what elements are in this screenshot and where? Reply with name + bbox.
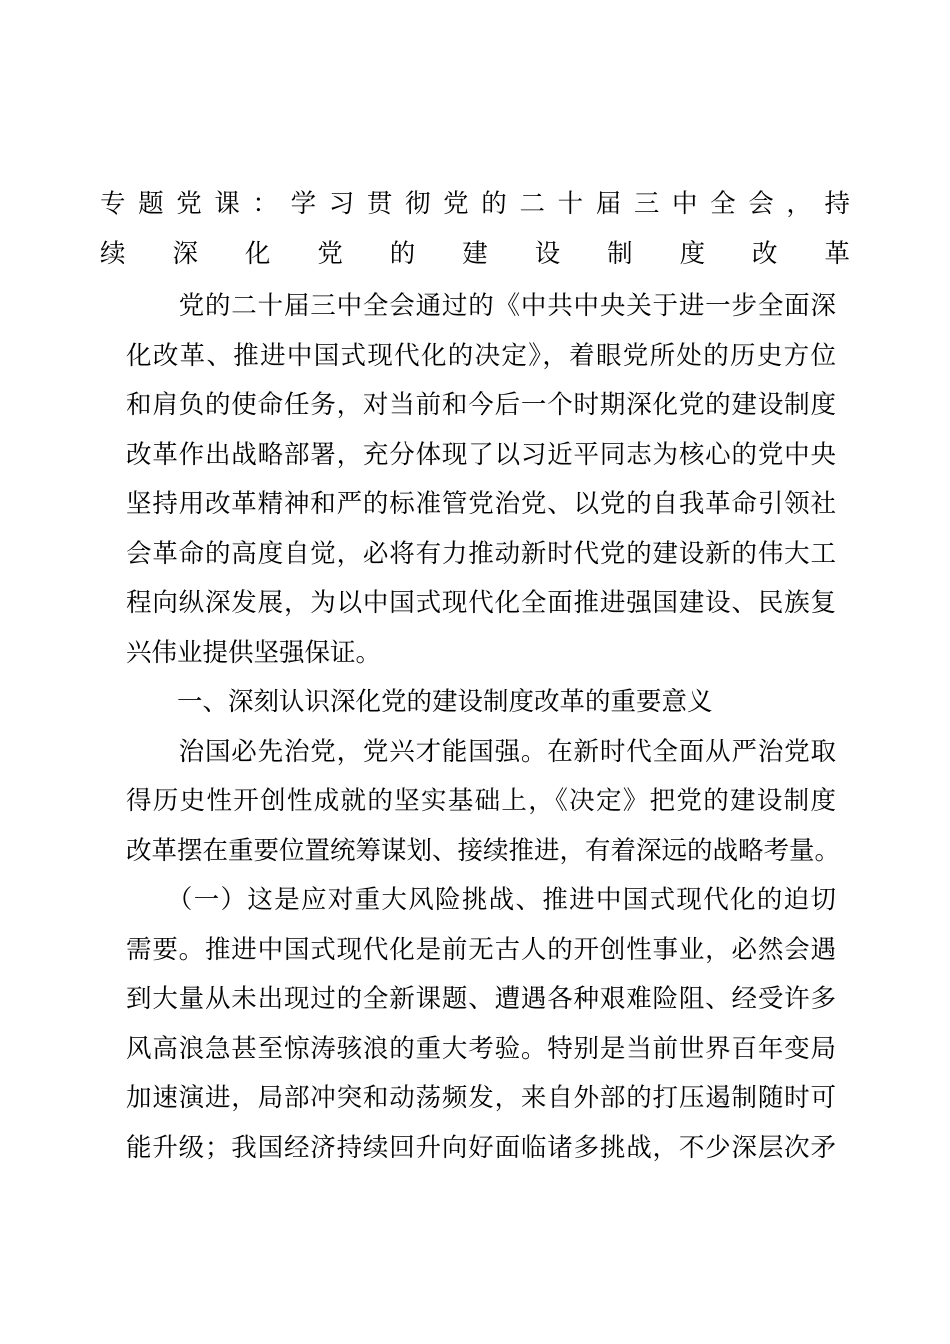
body-line: 坚持用改革精神和严的标准管党治党、以党的自我革命引领社 — [126, 489, 836, 519]
body-line: 到大量从未出现过的全新课题、遭遇各种艰难险阻、经受许多 — [126, 984, 836, 1014]
body-line: 会革命的高度自觉，必将有力推动新时代党的建设新的伟大工 — [126, 538, 836, 569]
body-line: 改革作出战略部署，充分体现了以习近平同志为核心的党中央 — [126, 439, 836, 470]
title-line-2: 续深化党的建设制度改革 — [100, 238, 850, 269]
title-line-1: 专题党课：学习贯彻党的二十届三中全会，持 — [100, 189, 850, 219]
body-line: 治国必先治党，党兴才能国强。在新时代全面从严治党取 — [126, 736, 836, 767]
body-line: 得历史性开创性成就的坚实基础上，《决定》把党的建设制度 — [126, 786, 836, 816]
body-line: 和肩负的使命任务，对当前和今后一个时期深化党的建设制度 — [126, 390, 836, 420]
body-line: 党的二十届三中全会通过的《中共中央关于进一步全面深 — [126, 291, 836, 321]
document-body — [126, 282, 841, 1173]
body-line: 风高浪急甚至惊涛骇浪的重大考验。特别是当前世界百年变局 — [126, 1033, 836, 1064]
body-line: 程向纵深发展，为以中国式现代化全面推进强国建设、民族复 — [126, 588, 836, 618]
document-title — [100, 180, 850, 279]
body-line: 化改革、推进中国式现代化的决定》，着眼党所处的历史方位 — [126, 340, 836, 371]
body-line: 需要。推进中国式现代化是前无古人的开创性事业，必然会遇 — [126, 934, 836, 965]
body-line: 兴伟业提供坚强保证。 — [126, 637, 382, 668]
body-line: 能升级；我国经济持续回升向好面临诸多挑战，不少深层次矛 — [126, 1132, 836, 1163]
body-line: 加速演进，局部冲突和动荡频发，来自外部的打压遏制随时可 — [126, 1083, 836, 1113]
body-line: 改革摆在重要位置统筹谋划、接续推进，有着深远的战略考量。 — [126, 835, 841, 866]
section-heading: 一、深刻认识深化党的建设制度改革的重要意义 — [126, 687, 713, 717]
body-line: （一）这是应对重大风险挑战、推进中国式现代化的迫切 — [126, 885, 836, 915]
